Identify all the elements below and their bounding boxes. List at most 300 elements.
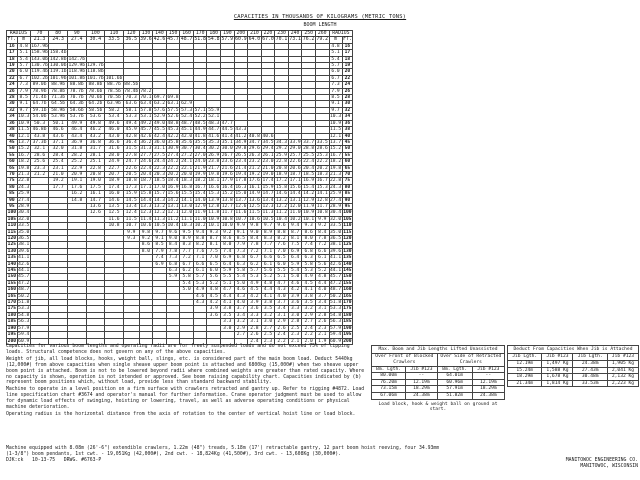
capacity-cell: 6.6 [315, 248, 329, 254]
capacity-cell: 5.5 [275, 268, 289, 274]
boom-jib-cell: 18.29m [406, 386, 438, 393]
capacity-cell: 7.2 [180, 255, 194, 261]
capacity-cell: 2.4 [275, 332, 289, 338]
capacity-cell: 8.0 [139, 248, 153, 254]
capacity-cell: 88.7b [105, 82, 124, 88]
capacity-cell: 15.9 [123, 191, 139, 197]
radius-ft: 34 [7, 114, 18, 120]
capacity-cell: 52.4 [181, 114, 193, 120]
radius-ft-right: 19 [342, 63, 353, 69]
capacity-cell: 69.7 [153, 95, 166, 101]
capacity-cell: 27.0 [194, 152, 206, 158]
capacity-cell: 4.6 [234, 287, 248, 293]
radius-ft-right: 110 [343, 223, 352, 229]
capacity-cell: 3.1 [248, 319, 262, 325]
equipment-line-2: (1-3/8") boom pendants, 1st cwt. - 19,051Kg (42,000#), 2nd cwt. - 18,824Kg (41,500#), 3rd cwt. - 13,608Kg (30,000#). [6, 452, 342, 457]
capacity-cell: 6.8 [166, 261, 180, 267]
boom-length-ft: 250 [302, 31, 316, 37]
capacity-cell: 27.7 [140, 152, 152, 158]
capacity-cell: 20.4 [303, 165, 315, 171]
over-front-label: Over Front of Blocked Crawlers [372, 354, 438, 366]
capacity-cell: 29.8 [235, 146, 247, 152]
capacity-cell: 27.5 [153, 152, 166, 158]
capacity-cell: 7.2 [315, 242, 329, 248]
capacity-cell: 41.8 [194, 133, 206, 139]
capacity-cell: 2.9 [275, 319, 289, 325]
capacity-cell: 17.6 [248, 178, 260, 184]
capacity-cell: 17.4 [105, 184, 124, 190]
capacity-cell: 12.3 [262, 203, 274, 209]
capacity-cell: 9.0 [166, 236, 180, 242]
capacity-cell: 3.6 [248, 306, 262, 312]
capacity-cell: 6.1 [261, 261, 275, 267]
capacity-cell: 4.7 [221, 287, 235, 293]
capacity-cell: 142.8b [49, 56, 67, 62]
capacity-cell: 3.6 [288, 300, 302, 306]
capacity-cell: 37.1 [49, 139, 68, 145]
capacity-cell: 10.7 [123, 223, 139, 229]
capacity-cell: 24.0 [194, 159, 206, 165]
radius-m-right: 27.4 [330, 197, 342, 203]
radius-ft-right: 125 [343, 242, 352, 248]
capacity-cell: 25.7 [289, 152, 301, 158]
radius-m-right: 7.9 [329, 88, 342, 94]
radius-m-right: 32.0 [330, 216, 342, 222]
capacity-cell: 20.6 [289, 165, 301, 171]
capacity-cell: 9.7 [153, 229, 167, 235]
capacity-cell: 21.0 [262, 165, 274, 171]
capacity-cell: 18.3 [316, 171, 328, 177]
radius-m: 9.7 [17, 107, 30, 113]
capacity-cell: 63.6 [123, 101, 139, 107]
capacity-cell: 20.2 [316, 165, 328, 171]
boom-length-ft: 90 [67, 31, 86, 37]
radius-m-right: 5.4 [329, 56, 342, 62]
radius-ft-right: 105 [343, 216, 352, 222]
capacity-cell: 58.6b [67, 107, 86, 113]
capacity-cell: 158.9b [31, 50, 48, 56]
boom-length-m: 76.2 [302, 37, 315, 43]
radius-ft: 65 [7, 165, 18, 171]
capacity-cell: 28.0 [105, 152, 124, 158]
capacity-cell: 2.8 [315, 312, 329, 318]
boom-jib-cell: 76.20m [372, 379, 406, 386]
radius-ft: 155 [7, 280, 16, 286]
capacity-cell: 26.3 [248, 152, 260, 158]
capacity-cell: 19.9 [194, 171, 206, 177]
capacity-cell: 45.1 [181, 127, 193, 133]
capacity-cell: 9.1 [153, 236, 167, 242]
max-boom-jib-box [371, 345, 505, 412]
capacity-cell: 45.9 [123, 127, 139, 133]
capacity-cell: 11.9 [194, 210, 206, 216]
capacity-cell: 101.8b [68, 75, 86, 81]
capacity-cell: 42.8 [123, 133, 139, 139]
capacity-cell: 15.2 [221, 191, 233, 197]
capacity-cell: 15.5 [181, 191, 193, 197]
capacity-cell: 43.8 [30, 133, 49, 139]
capacity-cell: 11.7 [316, 203, 328, 209]
capacity-cell: 3.2 [261, 312, 275, 318]
capacity-cell: 10.5 [262, 216, 274, 222]
boom-jib-cell: 73.15m [372, 386, 406, 393]
radius-ft: 190 [7, 325, 16, 331]
radius-m-right: 6.0 [329, 69, 342, 75]
capacity-cell: 23.0 [262, 159, 274, 165]
capacity-cell: 17.1 [289, 178, 301, 184]
capacity-cell: 25.4 [49, 159, 68, 165]
capacity-cell: 2.5 [288, 325, 302, 331]
capacity-cell: 23.1 [49, 165, 68, 171]
capacity-cell: 35.1 [221, 139, 233, 145]
capacity-cell: 6.3 [234, 261, 248, 267]
capacity-cell: 12.2 [153, 210, 166, 216]
capacity-cell: 5.6 [207, 274, 221, 280]
capacity-cell: 3.2 [302, 306, 316, 312]
capacity-cell: 8.8 [193, 236, 207, 242]
capacity-cell: 158.4b [49, 50, 67, 56]
capacity-cell: 9.5 [180, 229, 194, 235]
capacity-cell: 9.6 [275, 223, 289, 229]
capacity-cell: 6.7 [248, 255, 262, 261]
capacity-cell: 28.4 [49, 152, 68, 158]
capacity-cell: 19.2 [49, 178, 68, 184]
radius-m: 6.7 [17, 75, 30, 81]
capacity-cell: 63.2 [153, 101, 166, 107]
boom-jib-cell: 51.82m [437, 392, 472, 399]
radius-m: 25.9 [18, 191, 30, 197]
capacity-cell: 23.4 [235, 159, 247, 165]
capacity-cell: 33.7 [303, 139, 315, 145]
boom-jib-cell: -- [406, 373, 438, 380]
capacity-cell: 11.6 [105, 216, 124, 222]
capacity-cell: 5.1 [275, 274, 289, 280]
radius-ft-right: 85 [342, 191, 353, 197]
radius-ft-right: 50 [342, 146, 353, 152]
capacity-cell: 7.1 [261, 248, 275, 254]
radius-m-right: 59.4 [330, 332, 342, 338]
capacity-cell: 4.5 [207, 293, 221, 299]
capacity-cell: 4.3 [193, 300, 207, 306]
radius-m: 6.0 [17, 69, 30, 75]
capacity-cell: 11.3 [262, 210, 274, 216]
capacity-cell: 3.5 [261, 306, 275, 312]
capacity-cell: 14.3 [153, 197, 166, 203]
capacity-cell: 88.9b [49, 82, 68, 88]
radius-header: RADIUS [7, 31, 31, 37]
capacity-cell: 26.1 [262, 152, 274, 158]
capacity-cell: 43.6 [49, 133, 68, 139]
capacity-cell: 53.9b [49, 114, 68, 120]
capacity-cell: 45.7 [140, 127, 152, 133]
capacity-cell: 4.3 [275, 287, 289, 293]
capacity-cell: 14.7 [86, 197, 105, 203]
capacity-cell: 47.7 [221, 120, 233, 126]
capacity-cell: 7.6 [193, 248, 207, 254]
radius-m: 21.3 [18, 171, 30, 177]
capacity-cell: 23.3 [30, 165, 49, 171]
capacity-cell: 6.1 [315, 255, 329, 261]
company-location: MANITOWOC, WISCONSIN [580, 464, 638, 469]
capacity-cell: 57.8 [140, 107, 152, 113]
capacity-cell: 118.9b [68, 69, 86, 75]
capacity-cell: 7.8 [248, 242, 262, 248]
capacity-cell: 2.7 [234, 332, 248, 338]
capacity-cell: 18.5 [153, 178, 166, 184]
capacity-cell: 6.0 [207, 268, 221, 274]
radius-ft-right: 185 [343, 319, 352, 325]
capacity-cell: 143.0b [31, 56, 48, 62]
capacity-cell: 15.8 [276, 184, 288, 190]
capacity-cell: 6.8 [302, 248, 316, 254]
capacity-cell: 36.0 [153, 139, 166, 145]
capacity-cell: 44.5 [221, 127, 233, 133]
capacity-cell: 6.4 [288, 255, 302, 261]
radius-ft: 175 [7, 306, 16, 312]
radius-m-right: 24.3 [330, 184, 342, 190]
capacity-cell: 2.3 [288, 332, 302, 338]
capacity-cell: 7.9 [153, 248, 167, 254]
radius-ft-right: 200 [343, 338, 352, 344]
boom-jib-cell: 60.96m [437, 379, 472, 386]
capacity-cell: 3.9 [288, 293, 302, 299]
capacity-cell: 22.7 [105, 165, 124, 171]
capacity-cell: 11.0 [194, 216, 206, 222]
capacity-cell: 2.3 [315, 325, 329, 331]
radius-m: 15.2 [18, 146, 30, 152]
radius-m-right: 57.9 [330, 325, 342, 331]
capacity-cell: 14.4 [289, 191, 301, 197]
radius-m: 5.7 [17, 63, 30, 69]
capacity-cell: 12.8 [316, 197, 328, 203]
capacity-cell: 2.5 [261, 332, 275, 338]
deduct-cell: 1,588 Kg [542, 367, 573, 374]
radius-m-right: 33.5 [330, 223, 342, 229]
capacity-cell: 6.9 [288, 248, 302, 254]
capacity-cell: 4.2 [288, 287, 302, 293]
capacity-cell: 8.3 [180, 242, 194, 248]
radius-ft: 20 [7, 69, 18, 75]
radius-ft-right: 75 [342, 178, 353, 184]
capacity-cell: 23.6 [221, 159, 233, 165]
capacity-cell: 11.1 [181, 216, 193, 222]
capacity-cell: 11.5 [123, 216, 139, 222]
capacity-cell: 4.9 [248, 280, 262, 286]
capacity-cell: 17.7 [49, 184, 68, 190]
boom-jib-cell: -- [472, 373, 504, 380]
radius-ft-right: 140 [343, 261, 352, 267]
radius-ft-right: 26 [342, 88, 353, 94]
capacity-cell: 18.5 [303, 171, 315, 177]
capacity-cell: 64.3b [67, 101, 86, 107]
boom-jib-cell: 12.19m [472, 379, 504, 386]
drawing-number: DRWG. #6763-P [63, 458, 102, 463]
capacity-cell: 42.0 [181, 133, 193, 139]
capacity-cell: 16.6 [208, 184, 220, 190]
capacity-cell: 46.4 [67, 127, 86, 133]
deduct-cell: 27.43m [573, 367, 607, 374]
radius-ft: 165 [7, 293, 16, 299]
capacity-cell: 19.6 [221, 171, 233, 177]
capacity-cell: 11.0 [289, 210, 301, 216]
boom-length-m: 73.1 [289, 37, 301, 43]
boom-jib-cell: 18.29m [472, 386, 504, 393]
boom-length-ft: 180 [207, 31, 221, 37]
capacity-cell: 34.5 [262, 139, 274, 145]
radius-m: 48.7 [18, 287, 30, 293]
radius-ft: 16 [7, 43, 18, 49]
capacity-cell: 2.1 [315, 332, 329, 338]
capacity-cell: 12.2 [276, 203, 288, 209]
radius-m-right: 10.9 [330, 120, 342, 126]
capacity-cell: 17.3 [123, 184, 139, 190]
capacity-cell: 31.7 [86, 146, 105, 152]
boom-jib-cell: 24.38m [472, 392, 504, 399]
capacity-cell: 119.4b [31, 69, 48, 75]
capacity-cell: 2.4 [302, 325, 316, 331]
boom-length-m: 42.6 [153, 37, 166, 43]
capacity-cell: 6.5 [207, 261, 221, 267]
capacity-cell: 14.2 [167, 197, 179, 203]
capacity-cell: 2.9 [302, 312, 316, 318]
capacity-cell: 58.1 [123, 107, 139, 113]
capacity-cell: 13.2 [276, 197, 288, 203]
capacity-cell: 9.0 [248, 229, 262, 235]
radius-m-right: 42.6 [330, 261, 342, 267]
radius-ft: 50 [7, 146, 18, 152]
boom-length-ft: 190 [221, 31, 235, 37]
capacity-cell: 4.8 [207, 287, 221, 293]
deduct-cell: 15.24m [508, 367, 542, 374]
capacity-cell: 21.2 [248, 165, 260, 171]
radius-m-right: 18.2 [330, 159, 342, 165]
radius-ft: 17 [7, 50, 18, 56]
capacity-chart-sheet [4, 8, 636, 474]
radius-m: 24.3 [18, 184, 30, 190]
radius-m-right: 6.7 [329, 75, 342, 81]
capacity-cell: 101.7b [87, 75, 104, 81]
radius-ft-right: 22 [342, 75, 353, 81]
capacity-cell: 18.9 [276, 171, 288, 177]
radius-m: 22.8 [18, 178, 30, 184]
radius-ft: 130 [7, 248, 16, 254]
radius-ft: 135 [7, 255, 16, 261]
capacity-cell: 4.6 [288, 280, 302, 286]
capacity-cell: 28.2 [67, 152, 86, 158]
capacity-cell: 36.2 [140, 139, 152, 145]
capacity-cell: 78.5b [105, 88, 124, 94]
capacity-cell: 12.0 [181, 210, 193, 216]
capacity-cell: 8.1 [207, 242, 221, 248]
capacity-cell: 12.6 [86, 210, 105, 216]
capacity-cell: 13.6 [86, 203, 105, 209]
capacity-cell: 2.6 [315, 319, 329, 325]
boom-length-m: 33.5 [105, 37, 124, 43]
radius-m: 54.8 [18, 312, 30, 318]
boom-length-ft: 230 [275, 31, 289, 37]
capacity-cell: 50.1 [49, 120, 68, 126]
radius-m-right: 28.9 [330, 203, 342, 209]
radius-m-right: 5.1 [329, 50, 342, 56]
capacity-cell: 12.8 [208, 203, 220, 209]
radius-ft: 170 [7, 300, 16, 306]
capacity-cell: 19.1 [67, 178, 86, 184]
capacity-cell: 9.7 [261, 223, 275, 229]
capacity-cell: 88.5b [124, 82, 139, 88]
capacity-cell: 8.2 [275, 236, 289, 242]
capacity-cell: 18.7 [140, 178, 152, 184]
capacity-cell: 53.7b [67, 114, 86, 120]
capacity-cell: 6.0 [275, 261, 289, 267]
capacity-cell: 3.4 [315, 300, 329, 306]
capacity-cell: 10.4 [276, 216, 288, 222]
radius-ft-right: 38 [342, 127, 353, 133]
capacity-cell: 48.5 [194, 120, 206, 126]
capacity-cell: 12.4 [123, 210, 139, 216]
capacity-cell: 27.4 [167, 152, 179, 158]
radius-m: 51.8 [18, 300, 30, 306]
capacity-cell: 70.5b [105, 95, 124, 101]
capacity-cell: 89.0b [30, 82, 49, 88]
capacity-cell: 53.6 [86, 114, 105, 120]
capacity-cell: 5.2 [315, 268, 329, 274]
radius-m: 28.9 [18, 203, 30, 209]
capacity-cell: 15.3 [208, 191, 220, 197]
capacity-cell: 32.0 [49, 146, 68, 152]
capacity-cell: 4.0 [315, 287, 329, 293]
radius-ft-right: 160 [343, 287, 352, 293]
capacity-cell: 6.1 [193, 268, 207, 274]
capacity-cell: 21.9 [194, 165, 206, 171]
capacity-cell: 3.4 [275, 306, 289, 312]
capacity-cell: 25.3 [316, 152, 328, 158]
capacity-cell: 52.1 [208, 114, 220, 120]
capacity-cell: 34.7 [248, 139, 260, 145]
capacity-cell: 101.9b [49, 75, 67, 81]
radius-ft: 32 [7, 107, 18, 113]
capacity-cell: 41.4 [221, 133, 233, 139]
capacity-cell: 43.0 [105, 133, 124, 139]
capacity-cell: 3.0 [261, 319, 275, 325]
boom-length-m: 30.4 [86, 37, 105, 43]
boom-length-m: 48.7 [180, 37, 193, 43]
radius-m: 59.4 [18, 332, 30, 338]
note-3: Machine to operate in a level position on a firm surface with crawlers retracted and gantry up. Refer to rigging #4872. Load line specification chart #3674 and operator's manual for further information. Crane operator judgment must be used to allow for dynamic load effects of swinging, hoisting or lowering, travel, as well as adverse operating conditions or physical machine deterioration. [6, 387, 365, 411]
capacity-cell: 5.0 [288, 274, 302, 280]
sub-header: Bm. Lgth. [372, 366, 406, 373]
capacity-cell: 22.8 [276, 159, 288, 165]
capacity-cell: 7.7 [261, 242, 275, 248]
capacity-cell: 8.7 [288, 229, 302, 235]
capacity-cell: 50.3 [30, 120, 49, 126]
capacity-cell: 129.9b [68, 63, 86, 69]
radius-ft: 125 [7, 242, 16, 248]
radius-m: 32.0 [18, 216, 30, 222]
boom-length-ft: 100 [86, 31, 105, 37]
capacity-cell: 7.8 [315, 236, 329, 242]
capacity-cell: 16.0 [105, 191, 124, 197]
capacity-cell: 21.6 [221, 165, 233, 171]
capacity-cell: 19.4 [235, 171, 247, 177]
capacity-cell: 2.6 [248, 332, 262, 338]
capacity-cell: 7.3 [234, 248, 248, 254]
radius-m: 10.3 [18, 114, 30, 120]
capacity-cell: 9.4 [288, 223, 302, 229]
radius-ft: 85 [7, 191, 18, 197]
capacity-cell: 8.6 [302, 229, 316, 235]
capacity-cell: 23.8 [208, 159, 220, 165]
capacity-cell: 16.4 [221, 184, 233, 190]
